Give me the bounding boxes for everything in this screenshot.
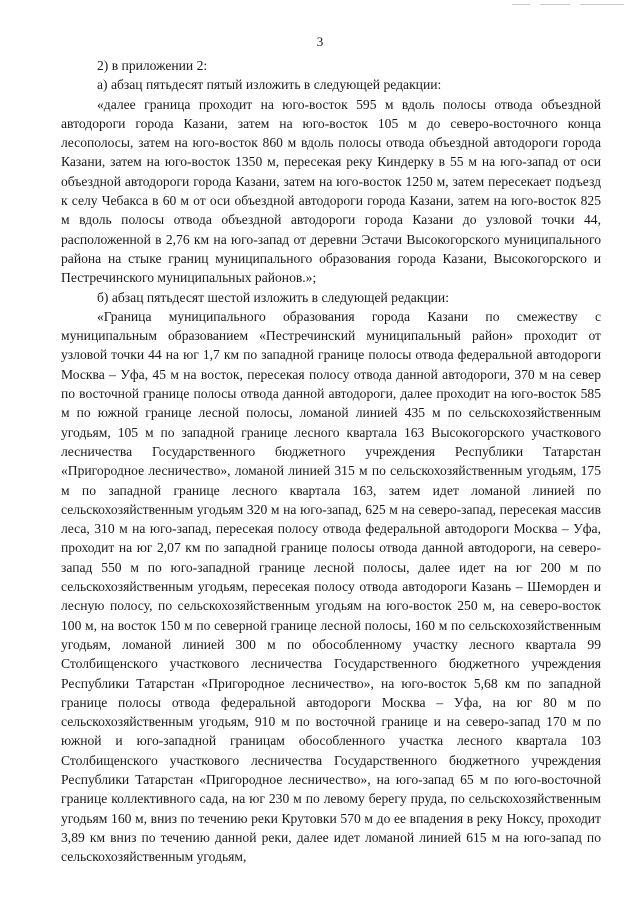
paragraph-quote-56: «Граница муниципального образования города Казани по смежеству с муниципальным образованием «Пестречинский муниципальный район» проходит от узловой точки 44 на юг 1,7 км по западной границе полосы отвода федеральной автодороги Москва – Уфа, 45 м на восток, пересекая полосу отвода данной автодороги, 370 м на север по восточной границе полосы отвода данной автодороги, далее проходит на юго-восток 585 м по южной границе лесной полосы, ломаной линией 435 м по сельскохозяйственным угодьям, 105 м по западной границе лесного квартала 163 Высокогорского участкового лесничества Государственного бюджетного учреждения Республики Татарстан «Пригородное лесничество», ломаной линией 315 м по сельскохозяйственным угодьям, 175 м по западной границе лесного квартала 163, затем идет ломаной линией по сельскохозяйственным угодьям 320 м на юго-запад, 625 м на северо-запад, пересекая массив леса, 310 м на юго-запад, пересекая полосу отвода федеральной автодороги Москва – Уфа, проходит на юг 2,07 км по западной границе полосы отвода данной автодороги, на северо-запад 550 м по юго-западной границе лесной полосы, далее идет на юг 200 м по сельскохозяйственным угодьям, пересекая полосу отвода автодороги Казань – Шеморден и лесную полосу, по сельскохозяйственным угодьям на юго-восток 250 м, на северо-восток 100 м, на восток 150 м по северной границе лесной полосы, 160 м по сельскохозяйственным угодьям, ломаной линией 300 м по обособленному участку лесного квартала 99 Столбищенского участкового лесничества Государственного бюджетного учреждения Республики Татарстан «Пригородное лесничество», на юго-восток 5,68 км по западной границе полосы отвода федеральной автодороги Москва – Уфа, на юг 80 м по сельскохозяйственным угодьям, 910 м по восточной границе и на северо-запад 170 м по южной и юго-западной границам обособленного участка лесного квартала 103 Столбищенского участкового лесничества Государственного бюджетного учреждения Республики Татарстан «Пригородное лесничество», на юго-запад 65 м по юго-восточной границе коллективного сада, на юг 230 м по левому берегу пруда, по сельскохозяйственным угодьям 160 м, вниз по течению реки Крутовки 570 м до ее впадения в реку Ноксу, проходит 3,89 км вниз по течению данной реки, далее идет ломаной линией 615 м на юго-запад по сельскохозяйственным угодьям, <box>61 308 601 865</box>
page-number: 3 <box>316 34 324 49</box>
paragraph-sub-a: а) абзац пятьдесят пятый изложить в следующей редакции: <box>97 77 442 93</box>
document-body <box>61 56 601 866</box>
paragraph-sub-b: б) абзац пятьдесят шестой изложить в следующей редакции: <box>97 289 449 305</box>
paragraph-item-2: 2) в приложении 2: <box>97 58 208 73</box>
paragraph-quote-55: «далее граница проходит на юго-восток 595 м вдоль полосы отвода объездной автодороги города Казани, затем на юго-восток 105 м до северо-восточного конца лесополосы, затем на юго-восток 860 м вдоль полосы отвода объездной автодороги города Казани, затем на юго-восток 1350 м, пересекая реку Киндерку в 55 м на юго-запад от оси объездной автодороги города Казани, затем на юго-восток 1250 м, затем пересекает подъезд к селу Чебакса в 60 м от оси объездной автодороги города Казани, затем на юго-восток 825 м вдоль полосы отвода объездной автодороги города Казани до узловой точки 44, расположенной в 2,76 км на юго-запад от деревни Эстачи Высокогорского муниципального района на стыке границ муниципального образования города Казани, Высокогорского и Пестречинского муниципальных районов.»; <box>61 96 601 286</box>
